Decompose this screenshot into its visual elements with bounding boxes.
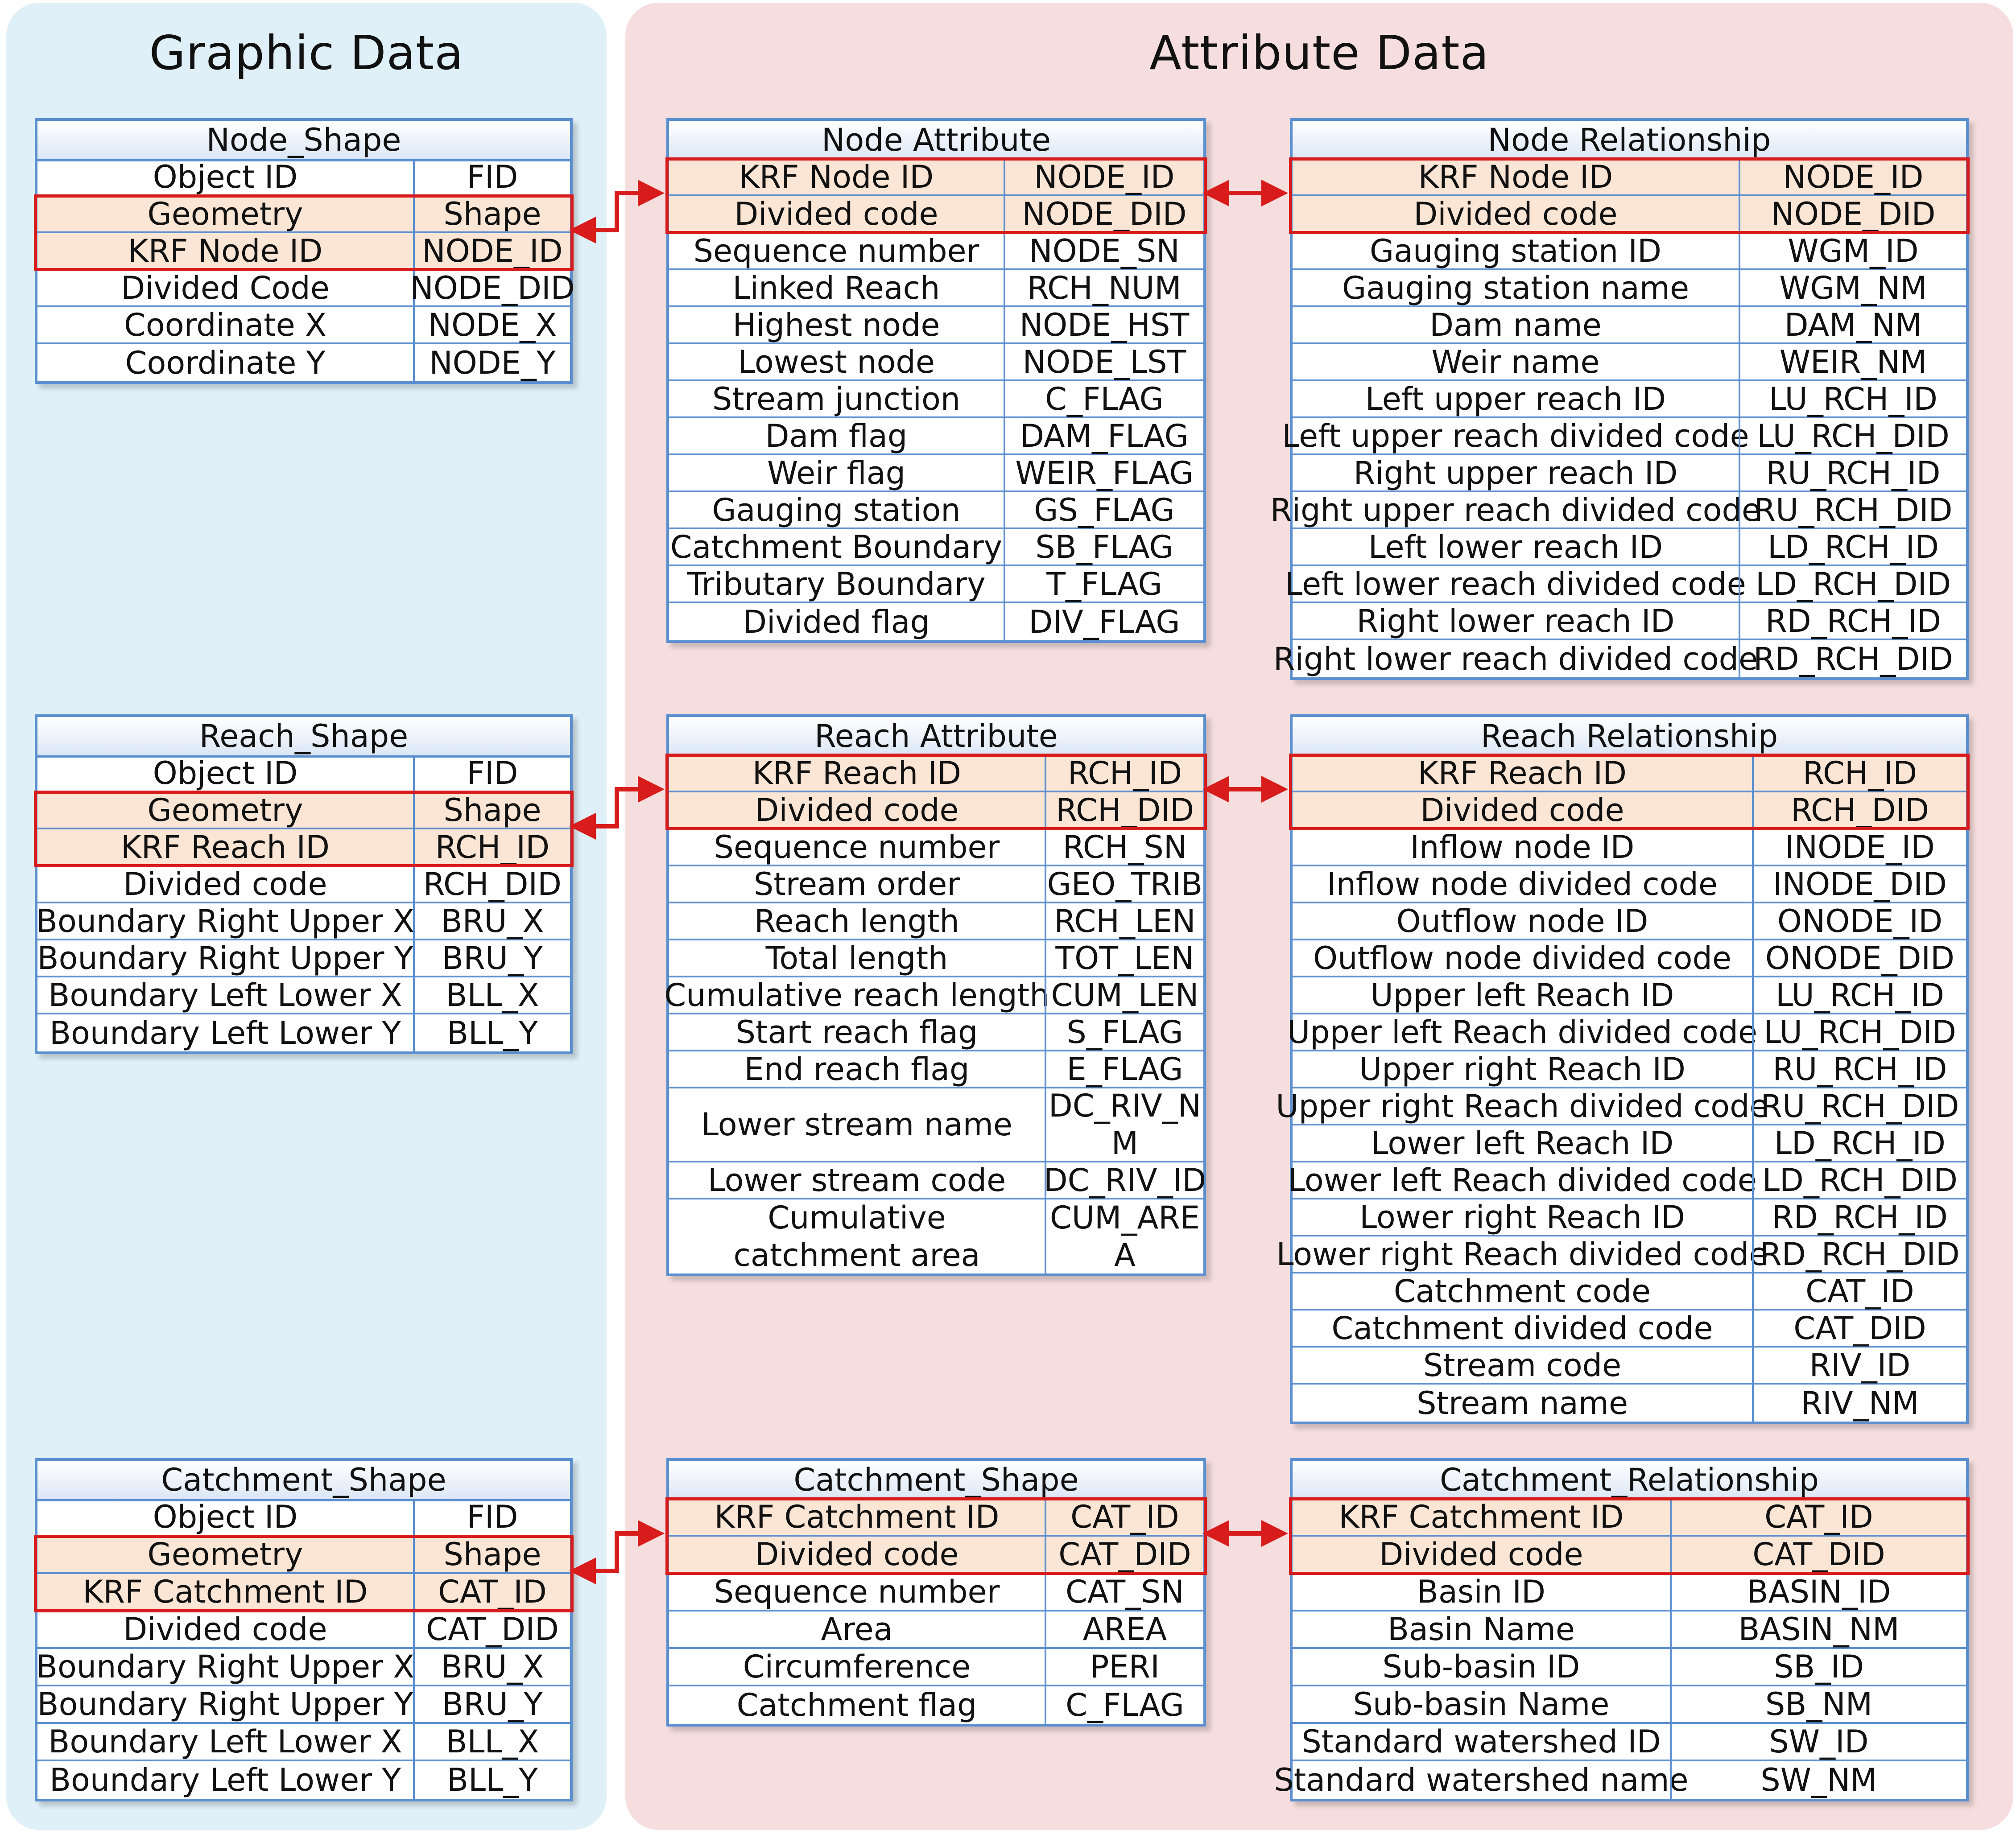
field-code: ONODE_ID — [1752, 903, 1966, 939]
field-description: Circumference — [743, 1649, 971, 1685]
field-code: FID — [413, 755, 570, 791]
field-description: Upper left Reach divided code — [1287, 1014, 1758, 1051]
field-description: KRF Catchment ID — [1338, 1499, 1624, 1535]
field-code: DAM_FLAG — [1004, 418, 1203, 453]
field-description: Boundary Left Lower X — [48, 977, 402, 1014]
field-description: Outflow node ID — [1396, 903, 1648, 940]
field-code: CUM_AREA — [1045, 1199, 1203, 1273]
field-description: Gauging station ID — [1369, 232, 1662, 269]
field-description: Object ID — [153, 1499, 298, 1535]
field-description: KRF Reach ID — [1417, 754, 1627, 791]
field-code: LU_RCH_DID — [1752, 1014, 1966, 1050]
field-description: Boundary Left Lower Y — [49, 1014, 401, 1051]
graphic-data-title: Graphic Data — [149, 26, 464, 80]
field-description: Right upper reach ID — [1353, 454, 1678, 491]
field-code: CAT_ID — [1045, 1499, 1203, 1535]
field-description: Boundary Right Upper Y — [37, 1686, 413, 1723]
field-description: End reach flag — [744, 1051, 970, 1088]
field-description: Right upper reach divided code — [1270, 491, 1761, 528]
field-code: BRU_X — [413, 903, 570, 939]
field-description: Cumulative reach length — [664, 977, 1049, 1014]
field-code: SB_NM — [1670, 1686, 1966, 1722]
field-code: CAT_DID — [1670, 1537, 1966, 1572]
field-code: DC_RIV_NM — [1045, 1088, 1203, 1161]
field-description: Inflow node ID — [1410, 828, 1635, 865]
field-description: Object ID — [153, 158, 298, 195]
field-description: Basin Name — [1388, 1611, 1575, 1648]
field-description: Lower left Reach divided code — [1288, 1162, 1757, 1199]
field-code: RD_RCH_ID — [1752, 1199, 1966, 1235]
field-description: Right lower reach ID — [1356, 602, 1675, 639]
field-code: RD_RCH_ID — [1739, 603, 1966, 639]
field-code: CAT_DID — [413, 1611, 570, 1647]
field-description: Standard watershed ID — [1301, 1723, 1661, 1760]
field-description: KRF Catchment ID — [714, 1499, 1000, 1535]
field-code: CAT_DID — [1752, 1311, 1966, 1346]
field-code: RCH_DID — [1752, 792, 1966, 828]
field-description: Reach length — [754, 903, 959, 940]
field-code: RU_RCH_DID — [1752, 1088, 1966, 1124]
field-description: Left upper reach ID — [1365, 380, 1666, 417]
field-description: Stream name — [1416, 1385, 1628, 1422]
node-graphic-attribute-arrow — [574, 193, 660, 230]
field-code: BLL_X — [413, 1724, 570, 1760]
field-code: Shape — [413, 792, 570, 828]
reach-graphic-attribute-arrow — [574, 789, 660, 826]
field-description: Catchment flag — [736, 1687, 977, 1723]
field-code: LD_RCH_ID — [1739, 529, 1966, 565]
field-description: Total length — [765, 940, 948, 977]
field-description: Stream junction — [712, 380, 961, 417]
field-code: BLL_Y — [413, 1761, 570, 1799]
field-code: Shape — [413, 1537, 570, 1572]
field-description: Boundary Left Lower Y — [49, 1762, 401, 1798]
field-code: FID — [413, 159, 570, 194]
field-code: NODE_DID — [410, 269, 575, 306]
field-code: NODE_SN — [1004, 233, 1203, 268]
field-description: Divided code — [123, 865, 327, 903]
field-code: RU_RCH_ID — [1752, 1051, 1966, 1087]
field-description: Gauging station — [712, 491, 961, 528]
field-code: SB_FLAG — [1004, 529, 1203, 565]
field-code: CAT_ID — [1752, 1273, 1966, 1309]
field-description: KRF Node ID — [739, 158, 934, 195]
field-code: BLL_X — [413, 977, 570, 1013]
field-description: Divided code — [1420, 791, 1624, 828]
table-title: Node Attribute — [669, 121, 1203, 161]
field-code: SB_ID — [1670, 1649, 1966, 1685]
field-description: Dam name — [1429, 306, 1602, 343]
field-code: NODE_X — [413, 307, 570, 342]
field-description: Lowest node — [738, 343, 935, 380]
field-code: RCH_SN — [1045, 829, 1203, 865]
field-description: Lower stream name — [701, 1106, 1013, 1143]
field-description: Boundary Right Upper X — [36, 903, 415, 940]
field-code: BRU_Y — [413, 1686, 570, 1722]
field-code: DC_RIV_ID — [1043, 1162, 1206, 1199]
field-code: ONODE_DID — [1752, 940, 1966, 976]
field-code: GEO_TRIB — [1045, 866, 1203, 902]
field-code: WGM_NM — [1739, 270, 1966, 305]
field-code: C_FLAG — [1045, 1686, 1203, 1724]
field-description: Upper left Reach ID — [1370, 977, 1674, 1014]
table-title: Reach_Shape — [37, 717, 570, 758]
field-description: Divided Code — [121, 269, 330, 306]
field-code: NODE_DID — [1739, 196, 1966, 231]
field-code: RCH_NUM — [1004, 270, 1203, 305]
field-description: Standard watershed name — [1274, 1762, 1689, 1798]
field-description: Sequence number — [714, 828, 1000, 865]
field-description: Divided code — [1379, 1536, 1583, 1573]
field-code: AREA — [1045, 1611, 1203, 1647]
field-code: Shape — [413, 196, 570, 231]
field-description: Boundary Right Upper Y — [37, 940, 413, 977]
field-description: Right lower reach divided code — [1273, 640, 1758, 677]
field-code: NODE_Y — [413, 344, 570, 381]
field-code: SW_ID — [1670, 1724, 1966, 1760]
field-description: Sub-basin ID — [1382, 1649, 1580, 1685]
field-code: LD_RCH_DID — [1739, 566, 1966, 602]
field-description: KRF Node ID — [128, 232, 323, 269]
field-description: Catchment Boundary — [670, 528, 1003, 565]
field-code: CAT_SN — [1045, 1574, 1203, 1610]
field-description: Inflow node divided code — [1326, 865, 1718, 903]
field-code: RCH_DID — [1045, 792, 1203, 828]
field-code: BRU_X — [413, 1649, 570, 1685]
field-code: LU_RCH_ID — [1752, 977, 1966, 1013]
field-description: Upper right Reach divided code — [1276, 1088, 1769, 1125]
field-code: CAT_ID — [1670, 1499, 1966, 1535]
table-title: Catchment_Relationship — [1293, 1461, 1966, 1501]
field-code: C_FLAG — [1004, 381, 1203, 416]
field-code: SW_NM — [1670, 1761, 1966, 1799]
field-code: E_FLAG — [1045, 1051, 1203, 1087]
field-description: Gauging station name — [1342, 269, 1690, 306]
field-code: RCH_ID — [413, 829, 570, 865]
field-description: Divided code — [755, 791, 959, 828]
field-code: NODE_ID — [413, 233, 570, 268]
field-code: LU_RCH_DID — [1739, 418, 1966, 453]
field-description: Divided code — [755, 1536, 959, 1573]
field-description: Sequence number — [714, 1574, 1000, 1610]
field-code: RCH_DID — [413, 866, 570, 902]
field-description: Boundary Right Upper X — [36, 1649, 415, 1685]
field-description: Geometry — [147, 1536, 303, 1573]
field-description: Lower right Reach ID — [1359, 1199, 1685, 1236]
field-code: BASIN_NM — [1670, 1611, 1966, 1647]
field-description: Start reach flag — [735, 1014, 978, 1051]
field-description: KRF Reach ID — [752, 754, 962, 791]
field-code: NODE_LST — [1004, 344, 1203, 379]
table-title: Catchment_Shape — [37, 1461, 570, 1501]
field-code: LU_RCH_ID — [1739, 381, 1966, 416]
table-title: Reach Attribute — [669, 717, 1203, 758]
field-description: Catchment code — [1393, 1273, 1651, 1310]
field-description: KRF Node ID — [1418, 158, 1613, 195]
field-description: Coordinate Y — [125, 344, 326, 381]
field-description: Left lower reach ID — [1368, 528, 1663, 565]
field-code: RD_RCH_DID — [1752, 1236, 1966, 1272]
field-description: Divided flag — [743, 603, 930, 640]
field-description: Dam flag — [765, 417, 908, 454]
field-description: Geometry — [147, 195, 303, 232]
field-code: WGM_ID — [1739, 233, 1966, 268]
field-code: S_FLAG — [1045, 1014, 1203, 1050]
field-description: KRF Catchment ID — [83, 1574, 368, 1610]
attribute-data-title: Attribute Data — [1149, 26, 1489, 80]
field-code: CAT_DID — [1045, 1537, 1203, 1572]
field-code: BLL_Y — [413, 1014, 570, 1051]
field-code: BRU_Y — [413, 940, 570, 976]
field-code: RD_RCH_DID — [1739, 640, 1966, 677]
field-description: Tributary Boundary — [687, 565, 986, 602]
field-description: Highest node — [732, 306, 940, 343]
field-description: Area — [821, 1611, 893, 1648]
field-description: Weir flag — [767, 454, 906, 491]
field-code: GS_FLAG — [1004, 492, 1203, 528]
field-code: BASIN_ID — [1670, 1574, 1966, 1610]
field-description: Cumulative catchment area — [733, 1199, 980, 1273]
table-title: Node Relationship — [1293, 121, 1966, 161]
field-code: LD_RCH_DID — [1752, 1162, 1966, 1198]
field-description: Divided code — [123, 1611, 327, 1648]
field-description: Catchment divided code — [1331, 1310, 1713, 1347]
field-description: Lower right Reach divided code — [1276, 1236, 1768, 1273]
field-code: CAT_ID — [413, 1574, 570, 1610]
field-code: RIV_ID — [1752, 1348, 1966, 1383]
field-description: Lower left Reach ID — [1371, 1125, 1674, 1162]
field-code: RCH_ID — [1045, 755, 1203, 791]
field-description: KRF Reach ID — [120, 828, 330, 865]
field-description: Lower stream code — [707, 1162, 1006, 1199]
field-description: Left lower reach divided code — [1285, 565, 1746, 602]
field-code: NODE_DID — [1004, 196, 1203, 231]
field-code: NODE_ID — [1739, 159, 1966, 194]
field-description: Stream code — [1423, 1347, 1622, 1384]
table-title: Reach Relationship — [1293, 717, 1966, 758]
field-code: DAM_NM — [1739, 307, 1966, 342]
field-description: Divided code — [1413, 195, 1618, 232]
field-description: Upper right Reach ID — [1359, 1051, 1686, 1088]
field-description: Sub-basin Name — [1353, 1686, 1610, 1723]
field-code: RCH_ID — [1752, 755, 1966, 791]
field-code: INODE_DID — [1752, 866, 1966, 902]
field-description: Linked Reach — [732, 269, 940, 306]
field-code: RCH_LEN — [1045, 903, 1203, 939]
field-code: WEIR_NM — [1739, 344, 1966, 379]
field-code: INODE_ID — [1752, 829, 1966, 865]
field-description: Sequence number — [693, 232, 979, 269]
field-description: Outflow node divided code — [1313, 940, 1732, 977]
field-description: Geometry — [147, 791, 303, 828]
field-code: DIV_FLAG — [1004, 603, 1203, 640]
table-title: Node_Shape — [37, 121, 570, 161]
field-code: CUM_LEN — [1045, 977, 1203, 1013]
catchment-graphic-attribute-arrow — [574, 1533, 660, 1571]
table-title: Catchment_Shape — [669, 1461, 1203, 1501]
field-code: RU_RCH_DID — [1739, 492, 1966, 528]
field-code: RIV_NM — [1752, 1385, 1966, 1422]
field-code: RU_RCH_ID — [1739, 455, 1966, 490]
field-description: Weir name — [1431, 343, 1600, 380]
field-description: Left upper reach divided code — [1282, 417, 1749, 454]
field-description: Basin ID — [1417, 1574, 1545, 1610]
field-code: WEIR_FLAG — [1004, 455, 1203, 490]
field-description: Divided code — [734, 195, 938, 232]
field-code: T_FLAG — [1004, 566, 1203, 602]
field-description: Stream order — [753, 865, 960, 903]
field-code: NODE_ID — [1004, 159, 1203, 194]
field-code: TOT_LEN — [1045, 940, 1203, 976]
field-code: LD_RCH_ID — [1752, 1125, 1966, 1161]
field-code: NODE_HST — [1004, 307, 1203, 342]
field-code: PERI — [1045, 1649, 1203, 1685]
field-description: Coordinate X — [124, 306, 326, 343]
field-description: Boundary Left Lower X — [48, 1723, 402, 1760]
field-code: FID — [413, 1499, 570, 1535]
field-description: Object ID — [153, 754, 298, 791]
